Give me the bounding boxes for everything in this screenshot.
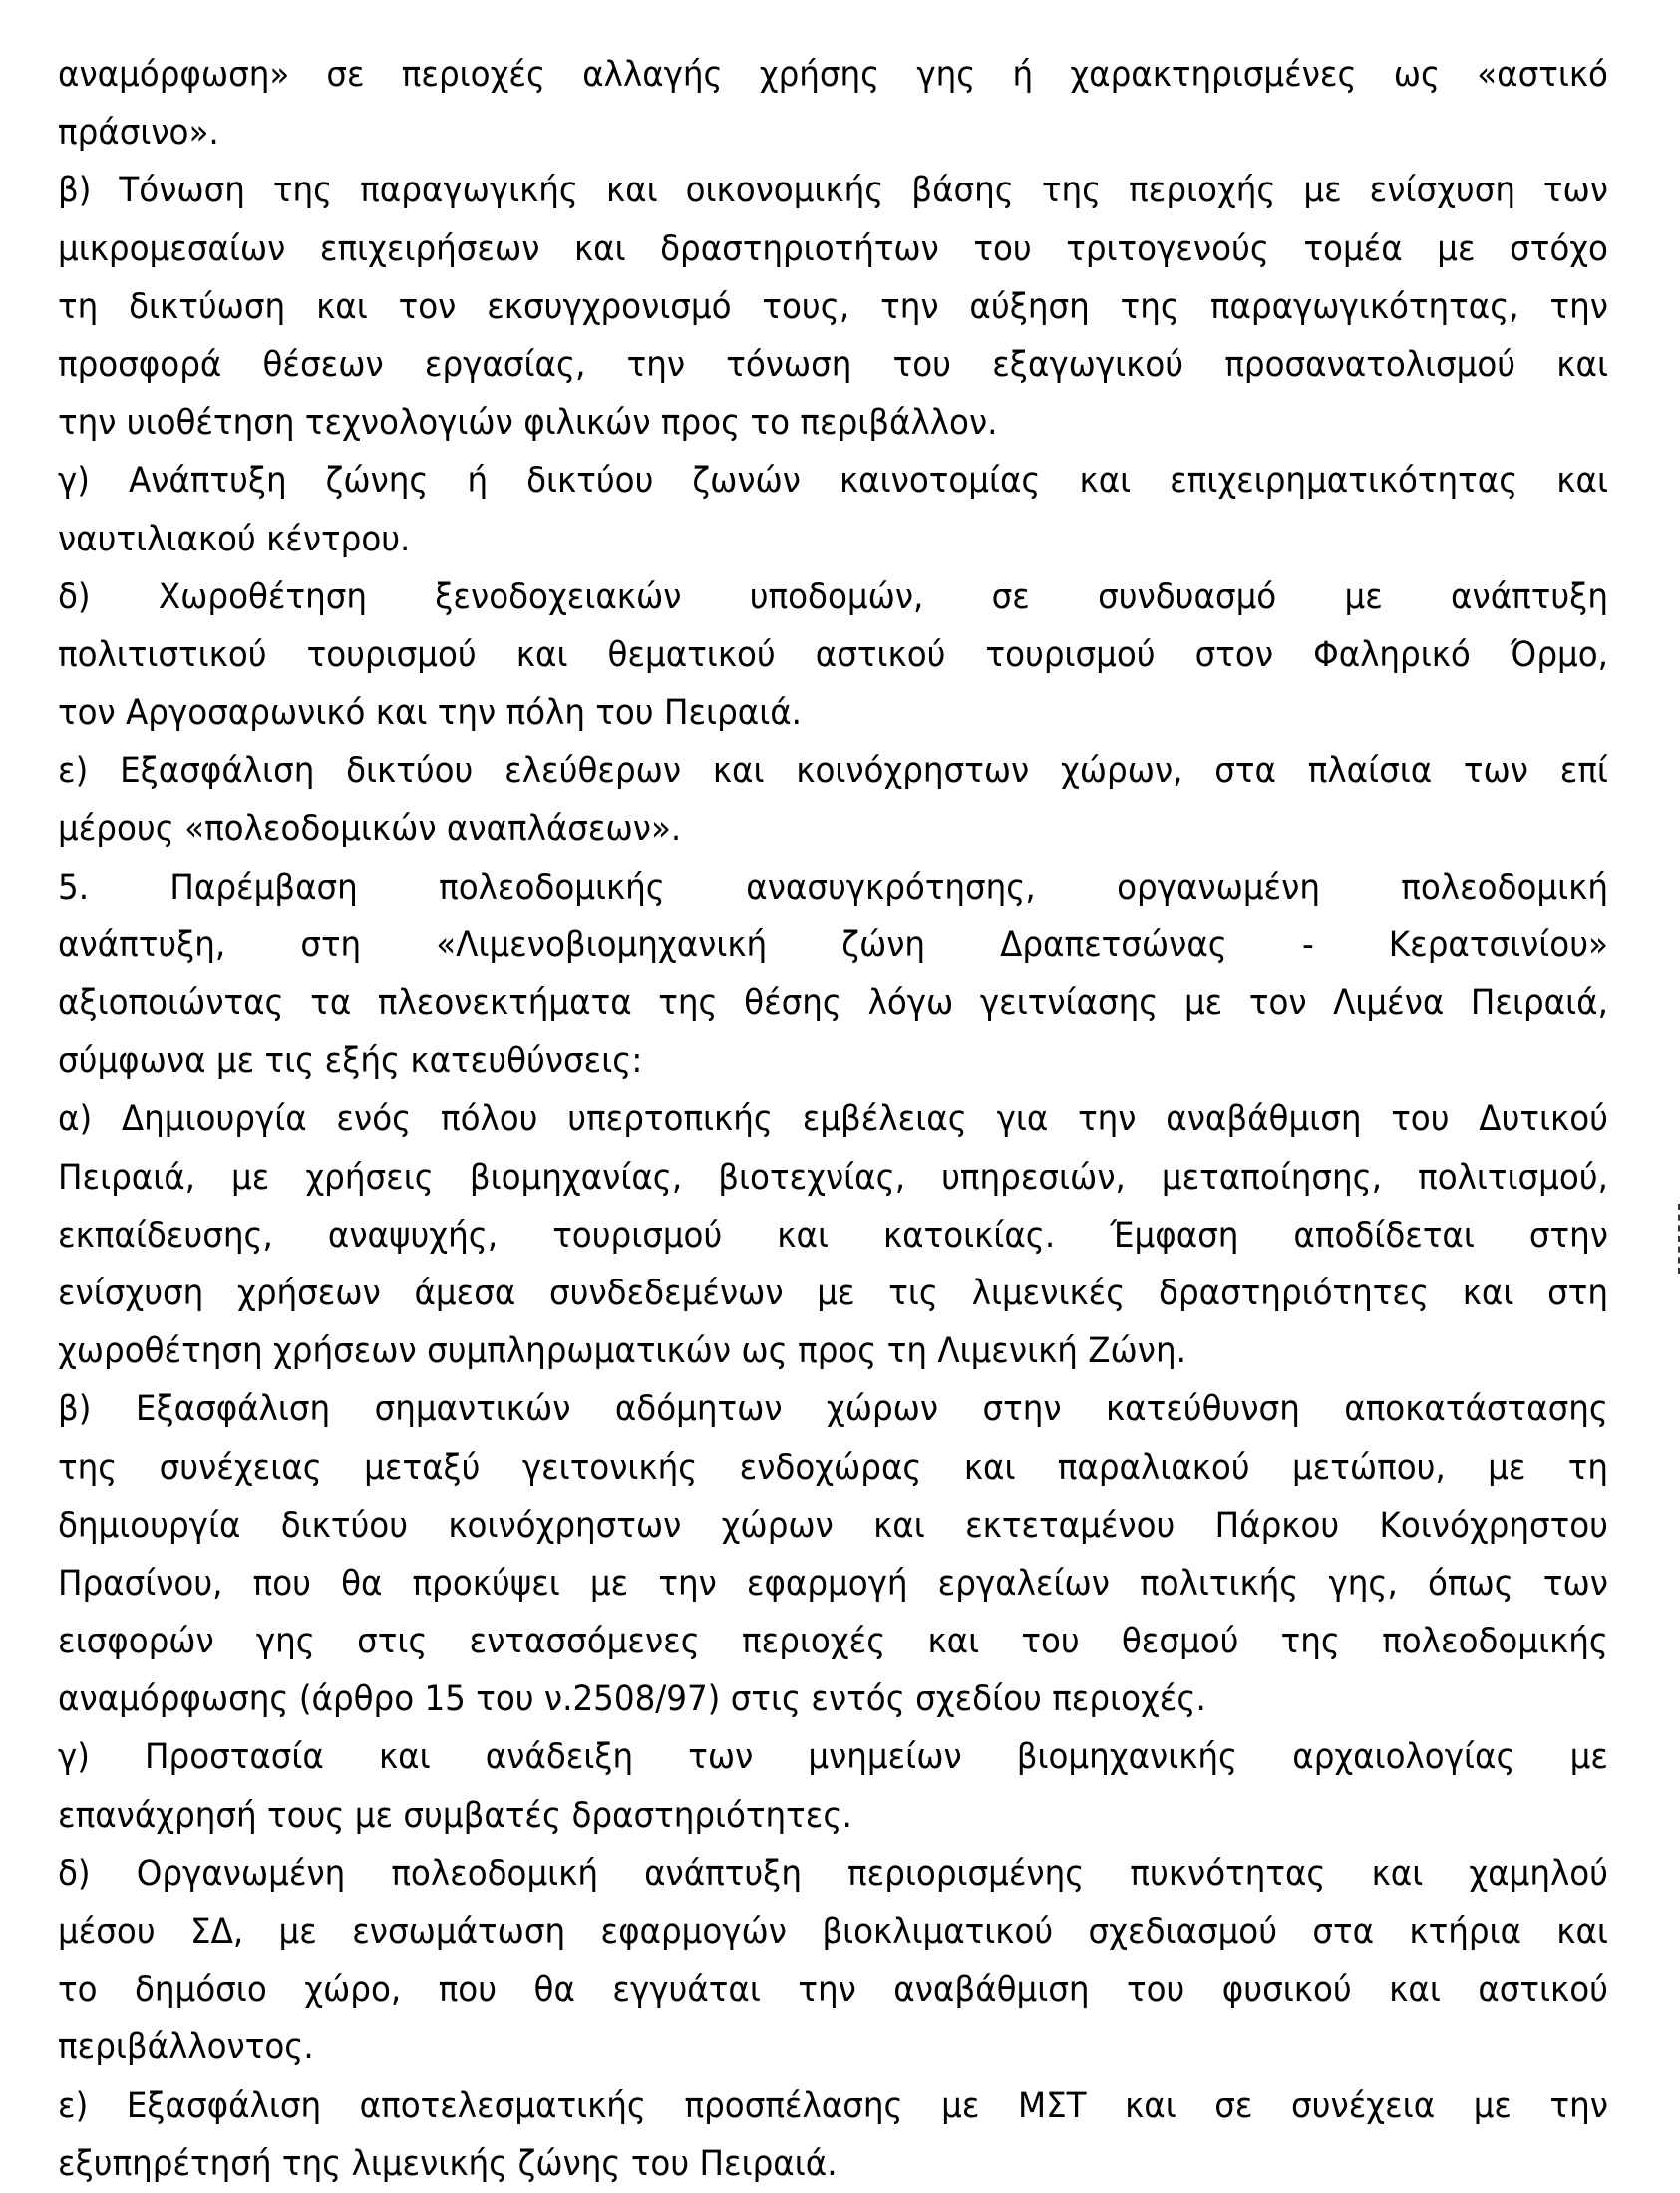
text-line: Πρασίνου, που θα προκύψει με την εφαρμογή εργαλείων πολιτικής γης, όπως των <box>58 1563 1608 1604</box>
text-line: γ) Προστασία και ανάδειξη των μνημείων βιομηχανικής αρχαιολογίας με <box>58 1737 1608 1778</box>
text-line: δ) Οργανωμένη πολεοδομική ανάπτυξη περιορισμένης πυκνότητας και χαμηλού <box>58 1853 1608 1894</box>
text-line: της συνέχειας μεταξύ γειτονικής ενδοχώρας και παραλιακού μετώπου, με τη <box>58 1447 1608 1488</box>
text-line: εισφορών γης στις εντασσόμενες περιοχές και του θεσμού της πολεοδομικής <box>58 1622 1608 1662</box>
text-line: πολιτιστικού τουρισμού και θεματικού αστικού τουρισμού στον Φαληρικό Όρμο, <box>58 634 1608 675</box>
text-line: προσφορά θέσεων εργασίας, την τόνωση του εξαγωγικού προσανατολισμού και <box>58 344 1608 385</box>
text-line: β) Εξασφάλιση σημαντικών αδόμητων χώρων στην κατεύθυνση αποκατάστασης <box>58 1389 1608 1430</box>
text-line: ενίσχυση χρήσεων άμεσα συνδεδεμένων με τις λιμενικές δραστηριότητες και στη <box>58 1273 1608 1313</box>
document-page <box>58 46 1608 2193</box>
text-line: τη δικτύωση και τον εκσυγχρονισμό τους, την αύξηση της παραγωγικότητας, την <box>58 286 1608 327</box>
text-line: μέσου ΣΔ, με ενσωμάτωση εφαρμογών βιοκλιματικού σχεδιασμού στα κτήρια και <box>58 1912 1608 1952</box>
text-line: μέρους «πολεοδομικών αναπλάσεων». <box>58 809 682 850</box>
text-line: χωροθέτηση χρήσεων συμπληρωματικών ως προς τη Λιμενική Ζώνη. <box>58 1331 1186 1372</box>
text-line: δημιουργία δικτύου κοινόχρηστων χώρων και εκτεταμένου Πάρκου Κοινόχρηστου <box>58 1505 1608 1546</box>
text-line: πράσινο». <box>58 113 219 154</box>
text-line: τον Αργοσαρωνικό και την πόλη του Πειραιά. <box>58 693 803 734</box>
text-line: δ) Χωροθέτηση ξενοδοχειακών υποδομών, σε συνδυασμό με ανάπτυξη <box>58 576 1608 617</box>
text-line: σύμφωνα με τις εξής κατευθύνσεις: <box>58 1041 643 1082</box>
text-line: εκπαίδευσης, αναψυχής, τουρισμού και κατοικίας. Έμφαση αποδίδεται στην <box>58 1215 1608 1256</box>
text-line: γ) Ανάπτυξη ζώνης ή δικτύου ζωνών καινοτομίας και επιχειρηματικότητας και <box>58 461 1608 502</box>
text-line: ανάπτυξη, στη «Λιμενοβιομηχανική ζώνη Δραπετσώνας - Κερατσινίου» <box>58 924 1608 965</box>
text-line: επανάχρησή τους με συμβατές δραστηριότητες. <box>58 1795 852 1836</box>
text-line: α) Δημιουργία ενός πόλου υπερτοπικής εμβέλειας για την αναβάθμιση του Δυτικού <box>58 1099 1608 1140</box>
text-line: β) Τόνωση της παραγωγικής και οικονομικής βάσης της περιοχής με ενίσχυση των <box>58 171 1608 211</box>
text-line: ε) Εξασφάλιση αποτελεσματικής προσπέλασης με ΜΣΤ και σε συνέχεια με την <box>58 2085 1608 2126</box>
text-line: την υιοθέτηση τεχνολογιών φιλικών προς το περιβάλλον. <box>58 403 998 444</box>
text-line: αναμόρφωσης (άρθρο 15 του ν.2508/97) στις εντός σχεδίου περιοχές. <box>58 1679 1206 1720</box>
text-line: το δημόσιο χώρο, που θα εγγυάται την αναβάθμιση του φυσικού και αστικού <box>58 1970 1608 2010</box>
text-line: ναυτιλιακού κέντρου. <box>58 519 411 559</box>
text-line: 5. Παρέμβαση πολεοδομικής ανασυγκρότησης, οργανωμένη πολεοδομική <box>58 867 1608 908</box>
text-line: ε) Εξασφάλιση δικτύου ελεύθερων και κοινόχρηστων χώρων, στα πλαίσια των επί <box>58 751 1608 792</box>
text-line: αξιοποιώντας τα πλεονεκτήματα της θέσης λόγω γειτνίασης με τον Λιμένα Πειραιά, <box>58 983 1608 1023</box>
text-line: αναμόρφωση» σε περιοχές αλλαγής χρήσης γης ή χαρακτηρισμένες ως «αστικό <box>58 55 1608 95</box>
text-line: περιβάλλοντος. <box>58 2027 314 2068</box>
text-line: Πειραιά, με χρήσεις βιομηχανίας, βιοτεχνίας, υπηρεσιών, μεταποίησης, πολιτισμού, <box>58 1157 1608 1198</box>
text-line: μικρομεσαίων επιχειρήσεων και δραστηριοτήτων του τριτογενούς τομέα με στόχο <box>58 228 1608 269</box>
text-line: εξυπηρέτησή της λιμενικής ζώνης του Πειραιά. <box>58 2143 838 2184</box>
